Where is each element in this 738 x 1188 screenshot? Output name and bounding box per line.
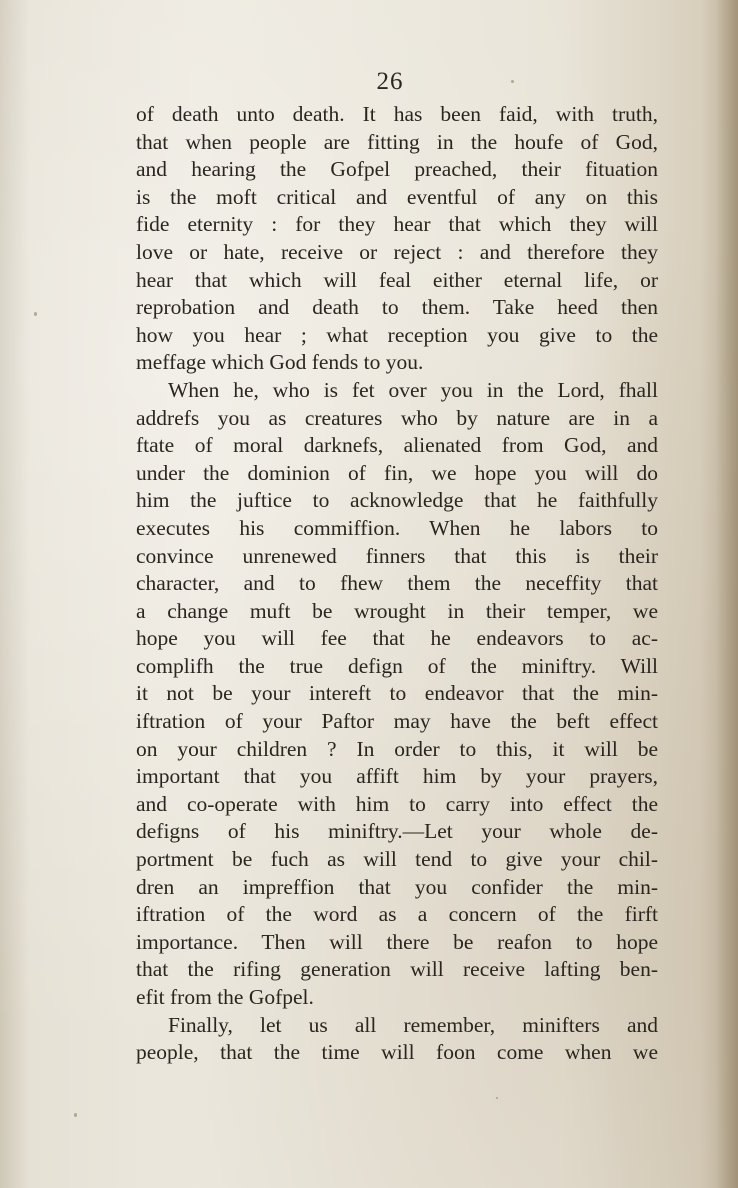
- text-line: defigns of his miniftry.—Let your whole de-: [136, 819, 658, 844]
- text-line: people, that the time will foon come when we: [136, 1040, 658, 1065]
- text-line: importance. Then will there be reafon to hope: [136, 929, 658, 954]
- text-line: it not be your intereft to endeavor that the min-: [136, 681, 658, 706]
- text-line: ftate of moral darknefs, alienated from God, and: [136, 433, 658, 458]
- text-line: on your children ? In order to this, it will be: [136, 736, 658, 761]
- page-number: 26: [376, 68, 404, 95]
- text-line: a change muft be wrought in their temper, we: [136, 598, 658, 623]
- text-line: iftration of the word as a concern of the firft: [136, 902, 658, 927]
- text-line: portment be fuch as will tend to give your chil-: [136, 847, 658, 872]
- text-line: love or hate, receive or reject : and therefore they: [136, 239, 658, 264]
- text-line: addrefs you as creatures who by nature are in a: [136, 405, 658, 430]
- text-line: convince unrenewed finners that this is their: [136, 543, 658, 568]
- text-line: that when people are fitting in the houfe of God,: [136, 129, 658, 154]
- text-line: under the dominion of fin, we hope you will do: [136, 460, 658, 485]
- foxing-spot: [74, 1113, 77, 1117]
- text-line: important that you affift him by your prayers,: [136, 764, 658, 789]
- text-line: that the rifing generation will receive lafting ben-: [136, 957, 658, 982]
- text-line: dren an impreffion that you confider the min-: [136, 874, 658, 899]
- text-line: meffage which God fends to you.: [136, 350, 424, 375]
- text-line: executes his commiffion. When he labors to: [136, 515, 658, 540]
- page-edge-shadow: [716, 0, 738, 1188]
- text-line: character, and to fhew them the neceffity that: [136, 571, 658, 596]
- text-line: is the moft critical and eventful of any on this: [136, 184, 658, 209]
- text-line: and hearing the Gofpel preached, their fituation: [136, 157, 658, 182]
- text-line: him the juftice to acknowledge that he faithfully: [136, 488, 658, 513]
- paragraph-first-line: When he, who is fet over you in the Lord, fhall: [168, 377, 658, 402]
- paragraph-first-line: Finally, let us all remember, minifters and: [168, 1012, 658, 1037]
- body-text: [136, 101, 658, 1067]
- text-line: fide eternity : for they hear that which they will: [136, 212, 658, 237]
- foxing-spot: [34, 312, 37, 316]
- text-line: how you hear ; what reception you give to the: [136, 322, 658, 347]
- text-line: complifh the true defign of the miniftry. Will: [136, 653, 658, 678]
- text-line: iftration of your Paftor may have the beft effect: [136, 709, 658, 734]
- foxing-spot: [496, 1097, 498, 1099]
- text-line: reprobation and death to them. Take heed then: [136, 295, 658, 320]
- text-line: of death unto death. It has been faid, with truth,: [136, 102, 658, 126]
- text-line: efit from the Gofpel.: [136, 985, 314, 1009]
- text-line: hope you will fee that he endeavors to ac-: [136, 626, 658, 651]
- text-line: and co-operate with him to carry into effect the: [136, 791, 658, 816]
- text-line: hear that which will feal either eternal life, or: [136, 267, 658, 292]
